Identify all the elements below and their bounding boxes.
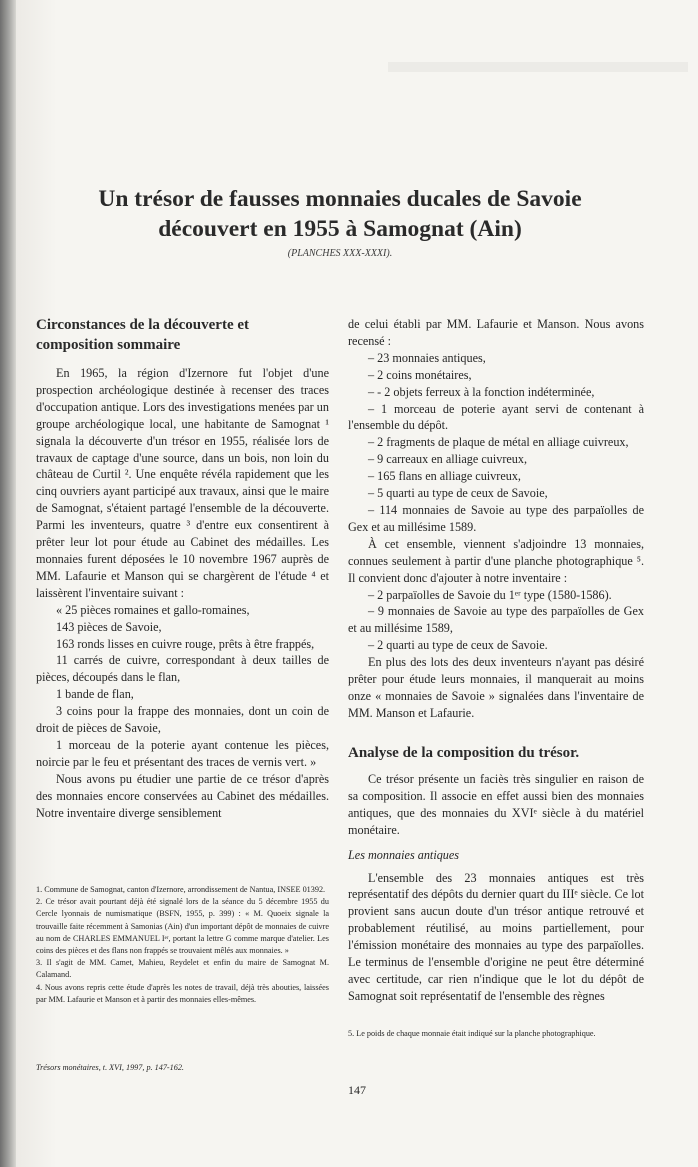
paragraph: L'ensemble des 23 monnaies antiques est très représentatif des dépôts du dernier quart du IIIᵉ siècle. Ce lot provient sans aucun doute d'un trésor antique retrouvé et probablement réutilisé, au moins partiellement, pour l'émission monétaire des monnaies au type des parpaïolles. Le terminus de l'ensemble d'origine ne peut être déterminé avec certitude, car rien n'indique que le lot du dépôt de Samognat soit représentatif de l'ensemble des règnes — [348, 870, 644, 1003]
footnotes-left — [36, 884, 329, 1006]
inventory-item: 11 carrés de cuivre, correspondant à deux tailles de pièces, découpés dans le flan, — [36, 653, 329, 685]
inventory-item: 3 coins pour la frappe des monnaies, dont un coin de droit de pièces de Savoie, — [36, 704, 329, 736]
footnote-2: 2. Ce trésor avait pourtant déjà été signalé lors de la séance du 5 décembre 1955 du Cercle lyonnais de numismatique (BSFN, 1955, p. 399) : « M. Quoeix signale la trouvaille faite récemment à Samonias (Ain) d'un important dépôt de monnaies de cuivre au nom de CHARLES EMMANUEL Iᵉʳ, portant la lettre G comme marque d'atelier. Les coins des pièces et des flans non frappés se trouvaient mêlés aux monnaies. » — [36, 897, 329, 956]
list-item: – 5 quarti au type de ceux de Savoie, — [368, 486, 548, 501]
section-heading-circonstances-1: Circonstances de la découverte et — [36, 317, 250, 333]
inventory-item: 1 bande de flan, — [56, 687, 134, 702]
list-item: – 9 monnaies de Savoie au type des parpaïolles de Gex et au millésime 1589, — [348, 604, 644, 636]
paragraph: À cet ensemble, viennent s'adjoindre 13 monnaies, connues seulement à partir d'une planche photographique ⁵. Il convient donc d'ajouter à notre inventaire : — [348, 536, 644, 585]
list-item: – 2 quarti au type de ceux de Savoie. — [368, 638, 548, 653]
list-item: – 2 coins monétaires, — [368, 367, 472, 382]
footnote-3: 3. Il s'agit de MM. Camet, Mahieu, Reydelet et enfin du maire de Samognat M. Calamand. — [36, 958, 329, 980]
list-item: – 165 flans en alliage cuivreux, — [368, 469, 521, 484]
journal-citation: Trésors monétaires, t. XVI, 1997, p. 147-162. — [36, 1063, 184, 1072]
inventory-item: « 25 pièces romaines et gallo-romaines, — [56, 602, 250, 617]
right-column-bottom — [348, 771, 644, 1005]
list-item: – - 2 objets ferreux à la fonction indéterminée, — [368, 384, 595, 399]
subsection-heading: Les monnaies antiques — [348, 847, 460, 862]
left-column-body — [36, 365, 329, 821]
article-title-line-1: Un trésor de fausses monnaies ducales de Savoie — [98, 186, 582, 212]
footnote-1: 1. Commune de Samognat, canton d'Izernore, arrondissement de Nantua, INSEE 01392. — [36, 885, 326, 894]
plates-reference: (PLANCHES XXX-XXXI). — [287, 248, 393, 259]
article-title-line-2: découvert en 1955 à Samognat (Ain) — [158, 216, 522, 242]
paragraph: En 1965, la région d'Izernore fut l'objet d'une prospection archéologique destinée à recenser des traces d'occupation antique. Lors des investigations menées par un groupe archéologique local, une habitante de Samognat ¹ signala la découverte d'un trésor en 1955, réalisée lors de travaux de captage d'une source, dans un bois, non loin du château de Curtil ². Une enquête révéla rapidement que les cinq ouvriers ayant participé aux travaux, ainsi que le maire de Samognat, s'étaient partagé l'ensemble de la découverte. Parmi les inventeurs, quatre ³ d'entre eux consentirent à prêter leur lot pour étude au Cabinet des médailles. Les monnaies furent déposées le 10 novembre 1967 auprès de MM. Lafaurie et Manson qui se chargèrent de l'étude ⁴ et laissèrent l'inventaire suivant : — [36, 366, 329, 600]
paragraph: de celui établi par MM. Lafaurie et Manson. Nous avons recensé : — [348, 317, 644, 348]
paragraph: En plus des lots des deux inventeurs n'ayant pas désiré prêter pour étude leurs monnaies, il manquerait au moins onze « monnaies de Savoie » signalées dans l'inventaire de MM. Manson et Lafaurie. — [348, 655, 644, 720]
book-page — [16, 0, 698, 1167]
inventory-item: 1 morceau de la poterie ayant contenue les pièces, noircie par le feu et présentant des traces de vernis vert. » — [36, 737, 329, 769]
inventory-item: 163 ronds lisses en cuivre rouge, prêts à être frappés, — [56, 636, 315, 651]
section-heading-analyse: Analyse de la composition du trésor. — [348, 745, 580, 761]
paragraph: Nous avons pu étudier une partie de ce trésor d'après des monnaies encore conservées au Cabinet des médailles. Notre inventaire diverge sensiblement — [36, 771, 329, 820]
paragraph: Ce trésor présente un faciès très singulier en raison de sa composition. Il associe en effet aussi bien des monnaies antiques, que des monnaies du XVIᵉ siècle à du matériel monétaire. — [348, 772, 644, 837]
list-item: – 2 fragments de plaque de métal en alliage cuivreux, — [368, 435, 629, 450]
list-item: – 9 carreaux en alliage cuivreux, — [368, 452, 528, 467]
list-item: – 1 morceau de poterie ayant servi de contenant à l'ensemble du dépôt. — [348, 401, 644, 433]
page-number: 147 — [348, 1083, 366, 1097]
section-heading-circonstances-2: composition sommaire — [36, 337, 181, 353]
right-column-top — [348, 316, 644, 722]
footnote-4: 4. Nous avons repris cette étude d'après les notes de travail, déjà très abouties, laissées par MM. Lafaurie et Manson et à partir des monnaies elles-mêmes. — [36, 982, 329, 1004]
list-item: – 114 monnaies de Savoie au type des parpaïolles de Gex et au millésime 1589. — [348, 502, 644, 534]
book-binding — [0, 0, 16, 1167]
list-item: – 2 parpaïolles de Savoie du 1ᵉʳ type (1580-1586). — [368, 587, 612, 602]
show-through-shadow — [388, 62, 688, 72]
inventory-item: 143 pièces de Savoie, — [56, 619, 162, 634]
footnote-5: 5. Le poids de chaque monnaie était indiqué sur la planche photographique. — [348, 1029, 596, 1038]
list-item: – 23 monnaies antiques, — [368, 350, 486, 365]
